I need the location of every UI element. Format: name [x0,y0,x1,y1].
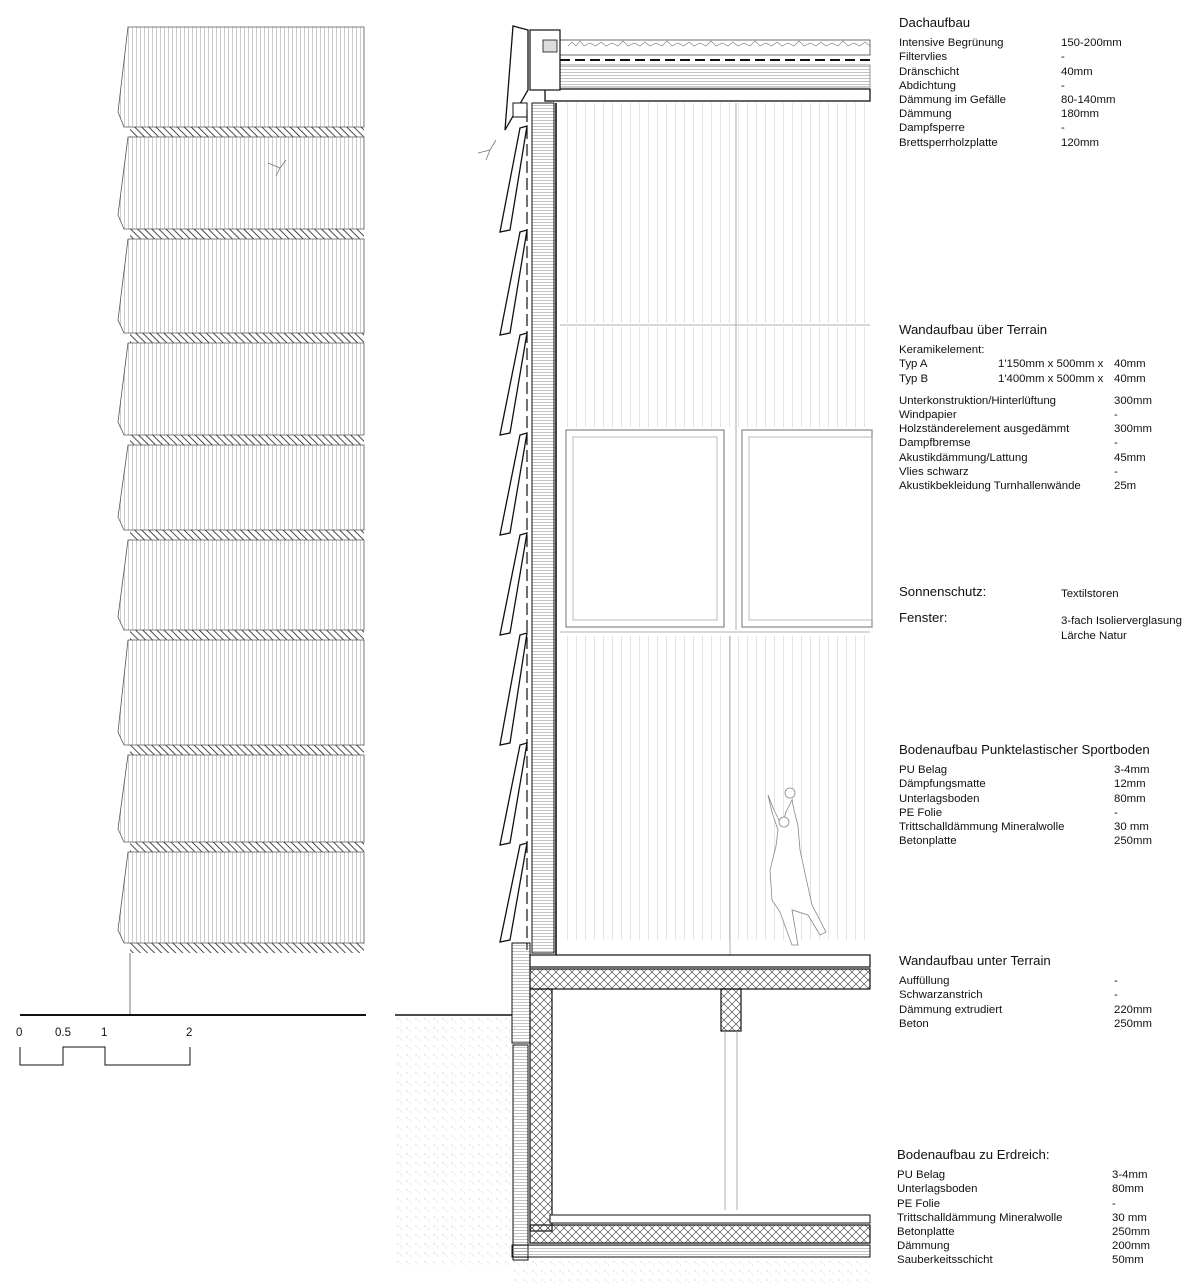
soil-hatch [395,1015,515,1265]
scale-label: 0.5 [55,1027,71,1039]
scale-label: 2 [186,1027,193,1039]
ball-icon [785,788,795,798]
layer-row [899,792,1194,806]
layer-value: - [1114,437,1118,450]
facade-elevation [20,27,366,1015]
layer-value: - [1114,806,1118,819]
floor-band-6 [130,630,364,640]
typ-value: 40mm [1114,372,1146,385]
layer-row [899,136,1194,150]
layer-row [899,408,1194,422]
ceramic-fin [500,843,527,942]
layer-value: - [1061,79,1065,92]
roof-greening [560,40,870,55]
ceramic-band-5 [118,445,364,530]
base-floor-layers [550,1215,870,1223]
legend-boden-sportboden [899,743,1194,848]
layer-row [899,79,1194,93]
layer-value: 220mm [1114,1003,1152,1016]
layer-name: PU Belag [899,764,948,777]
ceramic-fin [500,743,527,845]
scale-bar [20,1047,190,1065]
typ-row [899,357,1194,371]
layer-name: Trittschalldämmung Mineralwolle [899,820,1065,833]
layer-value: - [1114,975,1118,988]
fenster-value-2: Lärche Natur [1061,630,1127,642]
typ-name: Typ B [899,372,929,385]
typ-dims: 1'150mm x 500mm x [998,358,1104,371]
floor-band-1 [130,127,364,137]
ceramic-fin [500,333,527,435]
layer-name: Filtervlies [899,51,948,64]
layer-row [899,394,1194,408]
legend-title: Dachaufbau [899,15,971,30]
layer-value: - [1114,465,1118,478]
layer-value: 150-200mm [1061,37,1122,50]
ceramic-fin [500,533,527,635]
floor-band-8 [130,842,364,852]
hall-mid-acoustic [560,327,870,427]
layer-row [899,988,1194,1002]
layer-value: - [1112,1197,1116,1210]
floor-band-4 [130,435,364,445]
layer-row [899,436,1194,450]
base-floor-slab [530,1225,870,1243]
layer-name: Dämmung [897,1240,950,1253]
layer-name: Intensive Begrünung [899,37,1004,50]
layer-row [899,1017,1194,1031]
layer-name: Dämmung [899,108,952,121]
floor-band-9 [130,943,364,953]
legend-sonnenschutz [899,585,1194,649]
layer-row [897,1197,1194,1211]
layer-name: Schwarzanstrich [899,989,983,1002]
layer-name: Dampfsperre [899,122,965,135]
layer-value: 50mm [1112,1254,1144,1267]
legend-wand-ueber-terrain [899,323,1194,493]
typ-row [899,372,1194,386]
layer-name: Dämpfungsmatte [899,778,986,791]
layer-value: 180mm [1061,108,1099,121]
layer-row [899,834,1194,848]
layer-row [899,1003,1194,1017]
legend-title: Bodenaufbau Punktelastischer Sportboden [899,742,1150,757]
layer-value: 3-4mm [1112,1169,1148,1182]
layer-row [899,36,1194,50]
ceramic-fins [500,126,527,942]
layer-name: Vlies schwarz [899,465,969,478]
layer-name: Dränschicht [899,65,960,78]
layer-name: Holzständerelement ausgedämmt [899,423,1070,436]
layer-name: Trittschalldämmung Mineralwolle [897,1211,1063,1224]
layer-row [899,107,1194,121]
layer-row [899,777,1194,791]
layer-name: Windpapier [899,408,957,421]
typ-dims: 1'400mm x 500mm x [998,372,1104,385]
layer-value: 120mm [1061,136,1099,149]
layer-row [899,451,1194,465]
ceramic-fin [500,230,527,335]
layer-value: 250mm [1114,1017,1152,1030]
layer-row [899,465,1194,479]
layer-row [897,1211,1194,1225]
ceramic-band-8 [118,755,364,842]
layer-name: Brettsperrholzplatte [899,136,998,149]
legend-title: Wandaufbau unter Terrain [899,953,1051,968]
legend-title: Bodenaufbau zu Erdreich: [897,1147,1050,1162]
floor-band-3 [130,333,364,343]
wall-timber-frame [532,103,554,953]
layer-row [899,50,1194,64]
layer-name: Abdichtung [899,79,956,92]
layer-value: - [1061,122,1065,135]
layer-value: 30 mm [1112,1211,1147,1224]
player-head [779,817,789,827]
ceramic-band-7 [118,640,364,745]
hall-lower-acoustic [560,636,870,940]
layer-name: Akustikdämmung/Lattung [899,451,1028,464]
sonnenschutz-value: Textilstoren [1061,588,1119,600]
typ-value: 40mm [1114,358,1146,371]
layer-value: 250mm [1114,835,1152,848]
layer-row [899,121,1194,135]
layer-name: Unterlagsboden [899,792,980,805]
window-right [742,430,872,627]
layer-name: Dämmung extrudiert [899,1003,1003,1016]
layer-row [899,65,1194,79]
layer-value: - [1114,408,1118,421]
floor-band-2 [130,229,364,239]
layer-name: Betonplatte [897,1225,955,1238]
roof-insulation [560,65,870,87]
floor-slab [530,969,870,989]
ceramic-band-3 [118,239,364,333]
layer-name: PE Folie [899,806,943,819]
layer-name: Betonplatte [899,835,957,848]
ceramic-band-1 [118,27,364,127]
ceramic-band-9 [118,852,364,943]
layer-value: 30 mm [1114,820,1149,833]
ceramic-fin [500,433,527,535]
layer-row [899,974,1194,988]
base-wall-concrete [530,989,552,1231]
layer-name: Unterlagsboden [897,1183,978,1196]
soil-hatch-below [510,1255,870,1283]
sonnenschutz-label: Sonnenschutz: [899,584,987,599]
building-section [395,26,872,1283]
layer-row [897,1225,1194,1239]
ceramic-band-2 [118,137,364,229]
ceramic-fin [500,633,527,745]
ceramic-band-6 [118,540,364,630]
layer-name: Dampfbremse [899,437,971,450]
layer-row [899,422,1194,436]
layer-row [897,1168,1194,1182]
scale-label: 1 [101,1027,108,1039]
layer-name: PE Folie [897,1197,941,1210]
layer-value: 12mm [1114,778,1146,791]
legend-boden-erdreich [897,1148,1194,1268]
fenster-value-1: 3-fach Isolierverglasung [1061,615,1182,627]
layer-row [899,806,1194,820]
window-left [566,430,724,627]
layer-name: Auffüllung [899,975,950,988]
floor-band-5 [130,530,364,540]
legend-title: Wandaufbau über Terrain [899,322,1048,337]
parapet-block [543,40,557,52]
layer-row [899,479,1194,493]
layer-row [899,763,1194,777]
layer-value: - [1061,51,1065,64]
layer-value: 45mm [1114,451,1146,464]
layer-value: 80mm [1114,792,1146,805]
layer-value: 300mm [1114,394,1152,407]
layer-value: 3-4mm [1114,764,1150,777]
base-wall-insulation [513,1045,528,1260]
layer-name: Unterkonstruktion/Hinterlüftung [899,394,1057,407]
fenster-label: Fenster: [899,610,948,625]
beam [721,989,741,1031]
layer-value: 25m [1114,479,1137,492]
layer-value: 300mm [1114,423,1152,436]
ceramic-fin [500,126,527,232]
scale-label: 0 [16,1027,23,1039]
layer-value: - [1114,989,1118,1002]
layer-name: Sauberkeitsschicht [897,1254,993,1267]
layer-value: 80-140mm [1061,93,1116,106]
layer-row [897,1253,1194,1267]
layer-row [897,1182,1194,1196]
floor-sport-layers [530,955,870,967]
layer-row [899,820,1194,834]
floor-band-7 [130,745,364,755]
keramik-label: Keramikelement: [899,344,985,357]
layer-row [897,1239,1194,1253]
typ-name: Typ A [899,358,928,371]
base-floor-insulation [512,1245,870,1257]
layer-name: Beton [899,1017,929,1030]
layer-name: Dämmung im Gefälle [899,93,1006,106]
ceramic-band-4 [118,343,364,435]
layer-row [899,93,1194,107]
legend-dachaufbau [899,16,1194,150]
eave-box [513,103,527,117]
parapet-cap [530,30,560,90]
layer-name: PU Belag [897,1169,946,1182]
keramik-label-row [899,343,1194,357]
roof-slab [545,89,870,101]
base-wall-outer [512,943,530,1043]
layer-value: 200mm [1112,1240,1150,1253]
layer-value: 250mm [1112,1225,1150,1238]
hall-upper-acoustic [560,103,870,323]
legend-wand-unter-terrain [899,954,1194,1031]
layer-value: 80mm [1112,1183,1144,1196]
layer-name: Akustikbekleidung Turnhallenwände [899,479,1081,492]
layer-value: 40mm [1061,65,1093,78]
bird-icon-section [478,140,496,160]
